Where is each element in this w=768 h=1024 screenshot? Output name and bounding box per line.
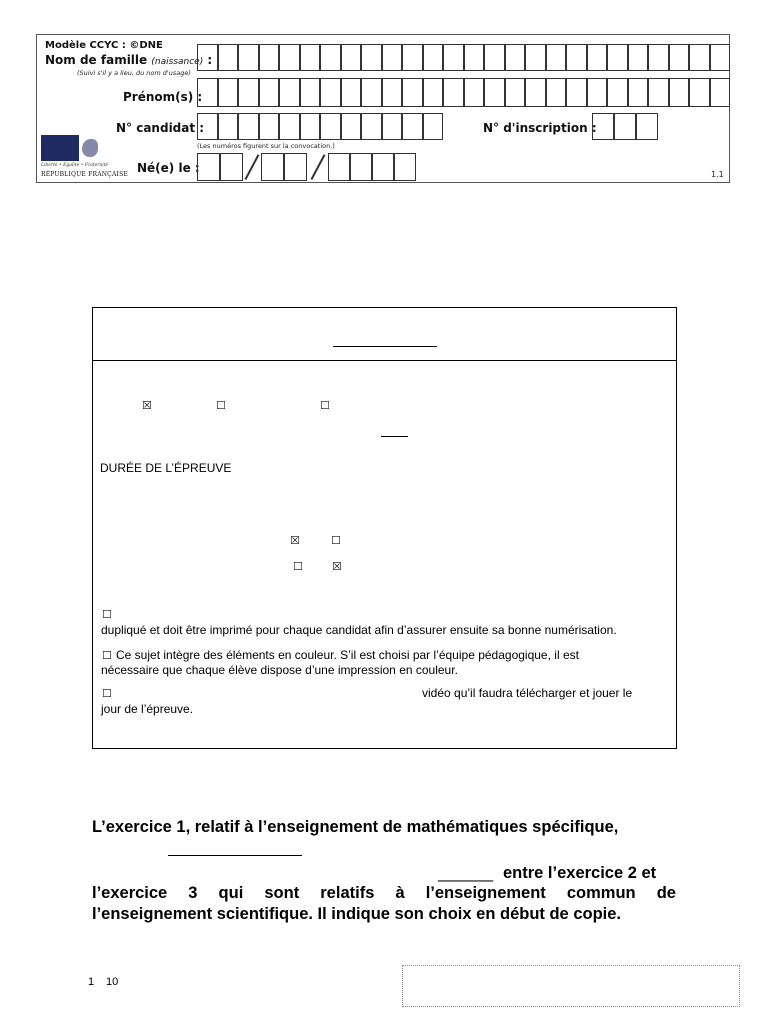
nom-label: Nom de famille (naissance) : (45, 53, 213, 67)
paragraph-blank: ______ (438, 864, 494, 882)
inscription-cells[interactable] (592, 113, 658, 140)
identification-block (36, 34, 730, 183)
date-separator (311, 154, 325, 179)
date-separator (245, 154, 259, 179)
convocation-note: (Les numéros figurent sur la convocation.) (197, 142, 335, 150)
ne-le-label: Né(e) le : (137, 161, 200, 175)
prenom-label: Prénom(s) : (123, 90, 203, 104)
page-number: 1 (88, 976, 95, 988)
checkbox-unchecked[interactable]: ☐ (331, 534, 341, 547)
birth-year-cells[interactable] (328, 153, 416, 181)
note-color-line1: Ce sujet intègre des éléments en couleur. S’il est choisi par l’équipe pédagogique, il est (116, 648, 579, 662)
checkbox-unchecked[interactable]: ☐ (293, 560, 303, 573)
checkbox-checked[interactable]: ☒ (332, 560, 342, 573)
page-total: 10 (106, 976, 119, 988)
note-color-line2: nécessaire que chaque élève dispose d’une impression en couleur. (101, 663, 458, 677)
model-label: Modèle CCYC : ©DNE (45, 40, 163, 51)
box-divider (93, 360, 676, 361)
checkbox-unchecked[interactable]: ☐ (102, 649, 112, 662)
checkbox-unchecked[interactable]: ☐ (102, 608, 112, 621)
checkbox-checked[interactable]: ☒ (142, 399, 152, 412)
republique-francaise-logo: Liberté • Égalité • Fraternité RÉPUBLIQUE FRANÇAISE (41, 135, 121, 179)
footer-code-box (402, 965, 740, 1007)
birth-day-cells[interactable] (197, 153, 243, 181)
inscription-label: N° d'inscription : (483, 121, 597, 135)
paragraph-line-1: L’exercice 1, relatif à l’enseignement de mathématiques spécifique, (92, 818, 619, 836)
birth-month-cells[interactable] (261, 153, 307, 181)
blank-rule (168, 855, 302, 856)
paragraph-line-3: l’exercice 3 qui sont relatifs à l’enseignement commun de (92, 884, 676, 902)
note-video-line2: jour de l’épreuve. (101, 702, 194, 716)
checkbox-checked[interactable]: ☒ (290, 534, 300, 547)
checkbox-unchecked[interactable]: ☐ (102, 687, 112, 700)
checkbox-unchecked[interactable]: ☐ (320, 399, 330, 412)
exam-info-box (92, 307, 677, 749)
note-duplicate-print: dupliqué et doit être imprimé pour chaque candidat afin d’assurer ensuite sa bonne numérisation. (101, 623, 617, 637)
paragraph-line-2: entre l’exercice 2 et (503, 864, 657, 882)
title-rule (333, 346, 437, 347)
note-video-line1: vidéo qu’il faudra télécharger et jouer le (422, 686, 633, 700)
candidat-label: N° candidat : (116, 121, 205, 135)
paragraph-line-4: l’enseignement scientifique. Il indique son choix en début de copie. (92, 905, 621, 923)
candidat-cells[interactable] (197, 113, 443, 140)
checkbox-unchecked[interactable]: ☐ (216, 399, 226, 412)
nom-usage-note: (Suivi s'il y a lieu, du nom d'usage) (77, 69, 191, 77)
short-rule (381, 436, 408, 437)
prenom-cells[interactable] (197, 78, 730, 107)
nom-famille-cells[interactable] (197, 44, 730, 71)
version-label: 1.1 (711, 170, 724, 179)
duration-label: DURÉE DE L’ÉPREUVE (100, 461, 232, 475)
